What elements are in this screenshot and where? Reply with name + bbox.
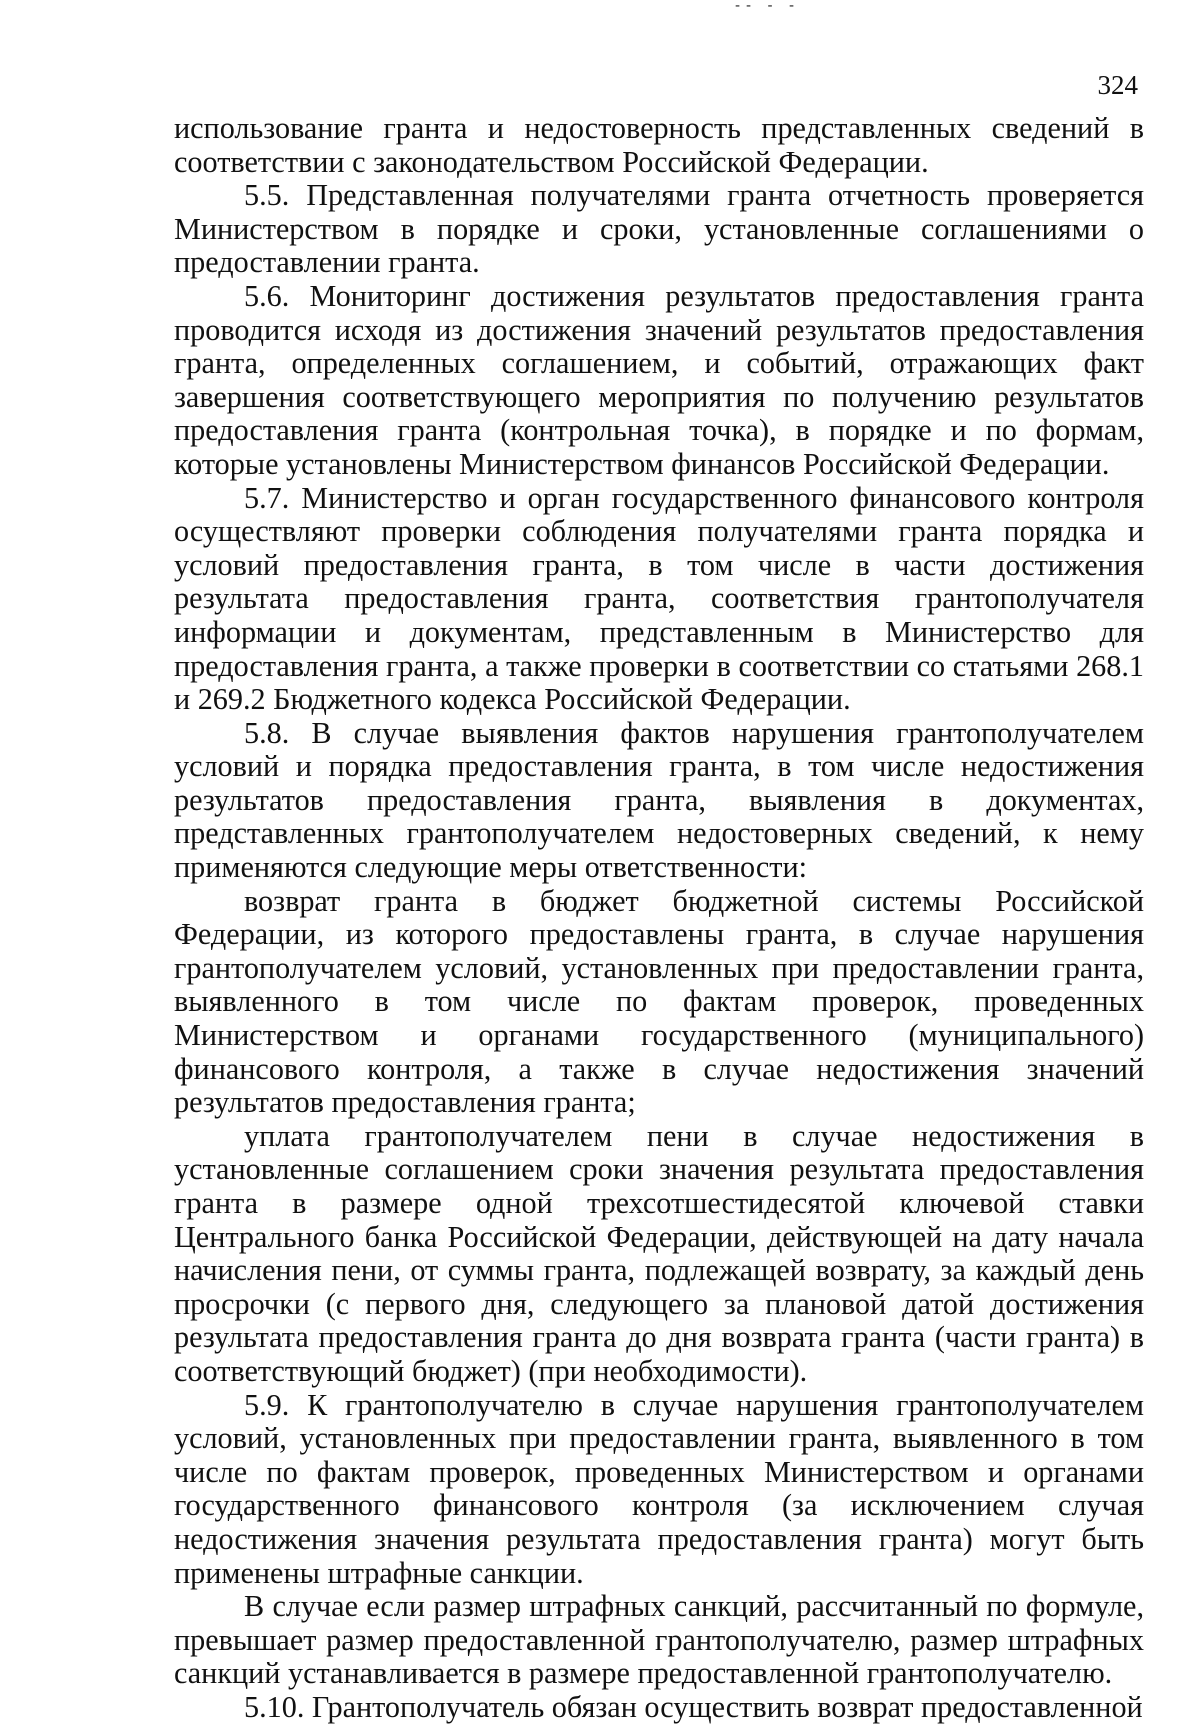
body-paragraph: возврат гранта в бюджет бюджетной системы Российской Федерации, из которого предоставлены гранта, в случае нарушения грантополучателем условий, установленных при предоставлении гранта, выявленного в том числе по фактам проверок, проведенных Министерством и органами государственного (муниципального) финансового контроля, а также в случае недостижения значений результатов предоставления гранта; [174, 883, 1144, 1120]
page-number: 324 [1097, 70, 1138, 100]
body-paragraph: 5.9. К грантополучателю в случае нарушения грантополучателем условий, установленных при предоставлении гранта, выявленного в том числе по фактам проверок, проведенных Министерством и органами государственного финансового контроля (за исключением случая недостижения значения результата предоставления гранта) могут быть применены штрафные санкции. [174, 1387, 1144, 1590]
document-body [174, 112, 1144, 1725]
body-paragraph: 5.10. Грантополучатель обязан осуществить возврат предоставленной [244, 1689, 1143, 1724]
scan-artifact-marks: -- - - [735, 0, 801, 14]
body-paragraph: 5.7. Министерство и орган государственного финансового контроля осуществляют проверки соблюдения получателями гранта порядка и условий предоставления гранта, в том числе в части достижения результата предоставления гранта, соответствия грантополучателя информации и документам, представленным в Министерство для предоставления гранта, а также проверки в соответствии со статьями 268.1 и 269.2 Бюджетного кодекса Российской Федерации. [174, 480, 1144, 717]
body-paragraph: 5.5. Представленная получателями гранта отчетность проверяется Министерством в порядке и сроки, установленные соглашениями о предоставлении гранта. [174, 178, 1144, 280]
body-paragraph: использование гранта и недостоверность представленных сведений в соответствии с законодательством Российской Федерации. [174, 111, 1144, 179]
body-paragraph: 5.6. Мониторинг достижения результатов предоставления гранта проводится исходя из достижения значений результатов предоставления гранта, определенных соглашением, и событий, отражающих факт завершения соответствующего мероприятия по получению результатов предоставления гранта (контрольная точка), в порядке и по формам, которые установлены Министерством финансов Российской Федерации. [174, 278, 1144, 481]
body-paragraph: 5.8. В случае выявления фактов нарушения грантополучателем условий и порядка предоставления гранта, в том числе недостижения результатов предоставления гранта, выявления в документах, представленных грантополучателем недостоверных сведений, к нему применяются следующие меры ответственности: [174, 715, 1144, 885]
body-paragraph: В случае если размер штрафных санкций, рассчитанный по формуле, превышает размер предоставленной грантополучателю, размер штрафных санкций устанавливается в размере предоставленной грантополучателю. [174, 1589, 1144, 1691]
body-paragraph: уплата грантополучателем пени в случае недостижения в установленные соглашением сроки значения результата предоставления гранта в размере одной трехсотшестидесятой ключевой ставки Центрального банка Российской Федерации, действующей на дату начала начисления пени, от суммы гранта, подлежащей возврату, за каждый день просрочки (с первого дня, следующего за плановой датой достижения результата предоставления гранта до дня возврата гранта (части гранта) в соответствующий бюджет) (при необходимости). [174, 1118, 1144, 1388]
